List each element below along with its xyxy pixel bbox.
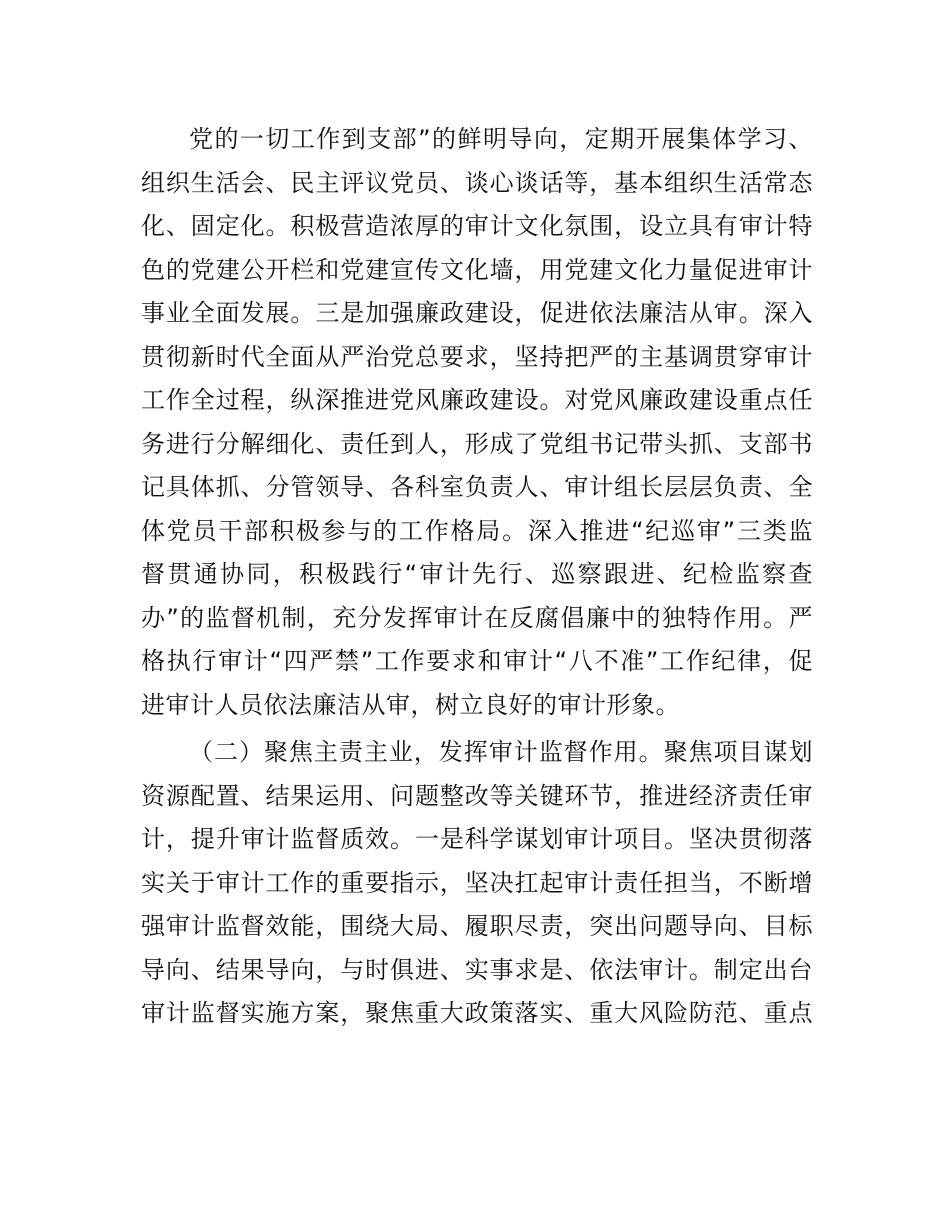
text-line: 计，提升审计监督质效。一是科学谋划审计项目。坚决贯彻落 [141, 825, 813, 853]
text-line: 务进行分解细化、责任到人，形成了党组书记带头抓、支部书 [141, 429, 813, 458]
text-line: 党的一切工作到支部”的鲜明导向，定期开展集体学习、 [189, 125, 813, 153]
document-body [141, 118, 813, 1036]
text-line: 督贯通协同，积极践行“审计先行、巡察跟进、纪检监察查 [141, 560, 813, 588]
text-line: 工作全过程，纵深推进党风廉政建设。对党风廉政建设重点任 [141, 386, 813, 414]
text-line: 化、固定化。积极营造浓厚的审计文化氛围，设立具有审计特 [141, 212, 813, 240]
text-line: 记具体抓、分管领导、各科室负责人、审计组长层层负责、全 [141, 473, 813, 501]
text-line: 体党员干部积极参与的工作格局。深入推进“纪巡审”三类监 [141, 516, 813, 545]
text-line: （二）聚焦主责主业，发挥审计监督作用。聚焦项目谋划 [189, 738, 813, 766]
text-line: 组织生活会、民主评议党员、谈心谈话等，基本组织生活常态 [141, 168, 813, 197]
text-line: 贯彻新时代全面从严治党总要求，坚持把严的主基调贯穿审计 [141, 342, 813, 371]
text-line: 强审计监督效能，围绕大局、履职尽责，突出问题导向、目标 [141, 912, 813, 940]
text-line: 色的党建公开栏和党建宣传文化墙，用党建文化力量促进审计 [141, 255, 813, 284]
text-line: 办”的监督机制，充分发挥审计在反腐倡廉中的独特作用。严 [141, 603, 813, 632]
text-line: 资源配置、结果运用、问题整改等关键环节，推进经济责任审 [141, 781, 813, 810]
text-line: 格执行审计“四严禁”工作要求和审计“八不准”工作纪律，促 [141, 647, 813, 675]
text-line: 进审计人员依法廉洁从审，树立良好的审计形象。 [141, 690, 680, 719]
text-line: 实关于审计工作的重要指示，坚决扛起审计责任担当，不断增 [141, 868, 813, 897]
text-line: 审计监督实施方案，聚焦重大政策落实、重大风险防范、重点 [141, 999, 813, 1027]
paragraph-1 [141, 118, 813, 727]
paragraph-2 [141, 731, 813, 1036]
text-line: 事业全面发展。三是加强廉政建设，促进依法廉洁从审。深入 [141, 299, 813, 327]
text-line: 导向、结果导向，与时俱进、实事求是、依法审计。制定出台 [141, 955, 813, 984]
